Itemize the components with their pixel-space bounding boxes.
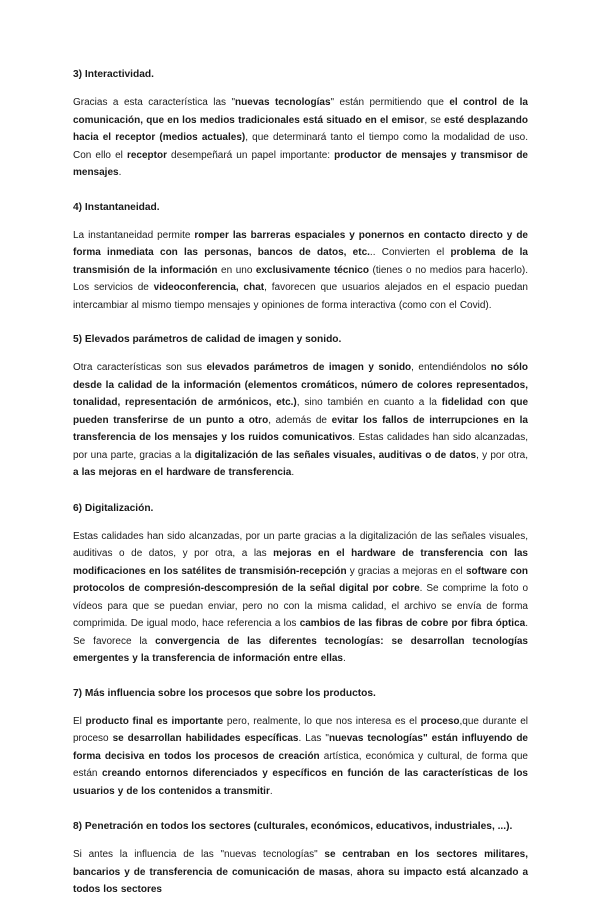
text-run: , favorecen que usuarios alejados en el espacio puedan intercambiar al mismo tiempo mensajes y opiniones de forma interactiva (como con el Covid). [73, 282, 528, 311]
text-run: , sino también en cuanto a la [296, 397, 442, 408]
bold-run: elevados parámetros de imagen y sonido [206, 362, 412, 373]
bold-run: nuevas tecnologías [235, 97, 331, 108]
text-run: . Se favorece la [73, 618, 528, 647]
text-run: El [73, 715, 86, 727]
bold-run: no sólo desde la calidad de la información (elementos cromáticos, número de colores representados, tonalidad, representación de armónicos, etc.) [73, 362, 528, 408]
section-digitalizacion [73, 502, 528, 668]
text-run: ,que durante el proceso [73, 715, 528, 744]
section-influencia-procesos [73, 687, 528, 801]
section-calidad-imagen-sonido [73, 333, 528, 482]
text-run: . [269, 785, 273, 797]
text-run: " están permitiendo que [330, 97, 450, 108]
text-run: , que determinará tanto el tiempo como la modalidad de uso. Con ello el [73, 132, 528, 161]
bold-run: evitar los fallos de interrupciones en la transferencia de los mensajes y los ruidos comunicativos [73, 414, 528, 443]
bold-run: a las mejoras en el hardware de transferencia [73, 467, 292, 478]
section-paragraph [73, 528, 528, 668]
text-run: , y por otra, [476, 449, 529, 461]
bold-run: videoconferencia, chat [153, 282, 265, 293]
text-run: artística, económica y cultural, de forma que están [73, 750, 528, 779]
section-paragraph [73, 227, 528, 315]
bold-run: ahora su impacto está alcanzado a todos los sectores [73, 866, 529, 895]
bold-run: software con protocolos de compresión-descompresión de la señal digital por cobre [73, 565, 528, 594]
text-run: Otra características son sus [73, 362, 207, 373]
text-run: . [343, 653, 346, 664]
bold-run: cambios de las fibras de cobre por fibra óptica [299, 618, 526, 629]
text-run: Estas calidades han sido alcanzadas, por un parte gracias a la digitalización de las señales visuales, auditivas o de datos, y por otra, a las [73, 530, 528, 559]
text-run: , entendiéndolos [411, 362, 491, 373]
bold-run: el control de la comunicación, que en los medios tradicionales está situado en el emisor [73, 97, 528, 126]
text-run: Si antes la influencia de las "nuevas tecnologías" [73, 849, 325, 860]
section-heading: 6) Digitalización. [73, 502, 154, 514]
bold-run: producto final es importante [85, 715, 224, 727]
text-run: . [291, 467, 295, 478]
bold-run: digitalización de las señales visuales, auditivas o de datos [194, 449, 477, 461]
section-paragraph [73, 359, 528, 482]
bold-run: nuevas tecnologías" están influyendo de forma decisiva en todos los procesos de creación [73, 733, 528, 762]
text-run: Gracias a esta característica las " [73, 97, 236, 108]
text-run: en uno [217, 264, 256, 276]
bold-run: se centraban en los sectores militares, bancarios y de transferencia de comunicación de masas [73, 849, 528, 878]
section-heading: 7) Más influencia sobre los procesos que sobre los productos. [73, 687, 376, 699]
bold-run: proceso [420, 715, 460, 727]
bold-run: se desarrollan habilidades específicas [112, 733, 299, 744]
text-run: . Estas calidades han sido alcanzadas, por una parte, gracias a la [73, 432, 528, 461]
bold-run: productor de mensajes y transmisor de mensajes [73, 149, 528, 178]
text-run: . Las " [298, 733, 329, 744]
text-run: , se [424, 114, 445, 126]
section-instantaneidad [73, 201, 528, 315]
section-heading: 8) Penetración en todos los sectores (culturales, económicos, educativos, industriales, ...). [73, 821, 513, 832]
text-run: desempeñará un papel importante: [166, 149, 335, 161]
text-run: La instantaneidad permite [73, 229, 195, 241]
text-run: . Se comprime la foto o vídeos para que se puedan enviar, pero no con la misma calidad, el archivo se envía de forma comprimida. De igual modo, hace referencia a los [73, 583, 529, 629]
section-paragraph [73, 846, 528, 899]
text-run: pero, realmente, lo que nos interesa es el [223, 715, 421, 727]
bold-run: esté desplazando hacia el receptor (medios actuales) [73, 114, 528, 143]
bold-run: receptor [126, 149, 167, 161]
bold-run: romper las barreras espaciales y ponernos en contacto directo y de forma inmediata con las personas, bancos de datos, etc. [73, 229, 528, 258]
section-paragraph [73, 713, 528, 801]
section-interactividad [73, 68, 528, 182]
text-run: , además de [268, 414, 332, 426]
section-penetracion-sectores [73, 820, 528, 899]
text-run: , [350, 866, 357, 878]
section-paragraph [73, 94, 528, 182]
bold-run: mejoras en el hardware de transferencia con las modificaciones en los satélites de transmisión-recepción [73, 548, 528, 577]
bold-run: problema de la transmisión de la información [73, 247, 528, 276]
section-heading: 5) Elevados parámetros de calidad de imagen y sonido. [73, 334, 342, 345]
bold-run: fidelidad con que pueden transferirse de un punto a otro [73, 397, 529, 426]
text-run: . [118, 167, 122, 178]
text-run: (tienes o no medios para hacerlo). Los servicios de [73, 264, 528, 293]
bold-run: creando entornos diferenciados y específicos en función de las características de los usuarios y de los contenidos a transmitir [73, 768, 528, 797]
bold-run: convergencia de las diferentes tecnologías: se desarrollan tecnologías emergentes y la transferencia de información entre ellas [73, 635, 528, 664]
section-heading: 4) Instantaneidad. [73, 201, 160, 213]
bold-run: exclusivamente técnico [255, 264, 369, 276]
text-run: y gracias a mejoras en el [346, 565, 466, 577]
text-run: .. Convierten el [369, 247, 451, 258]
section-heading: 3) Interactividad. [73, 69, 154, 80]
